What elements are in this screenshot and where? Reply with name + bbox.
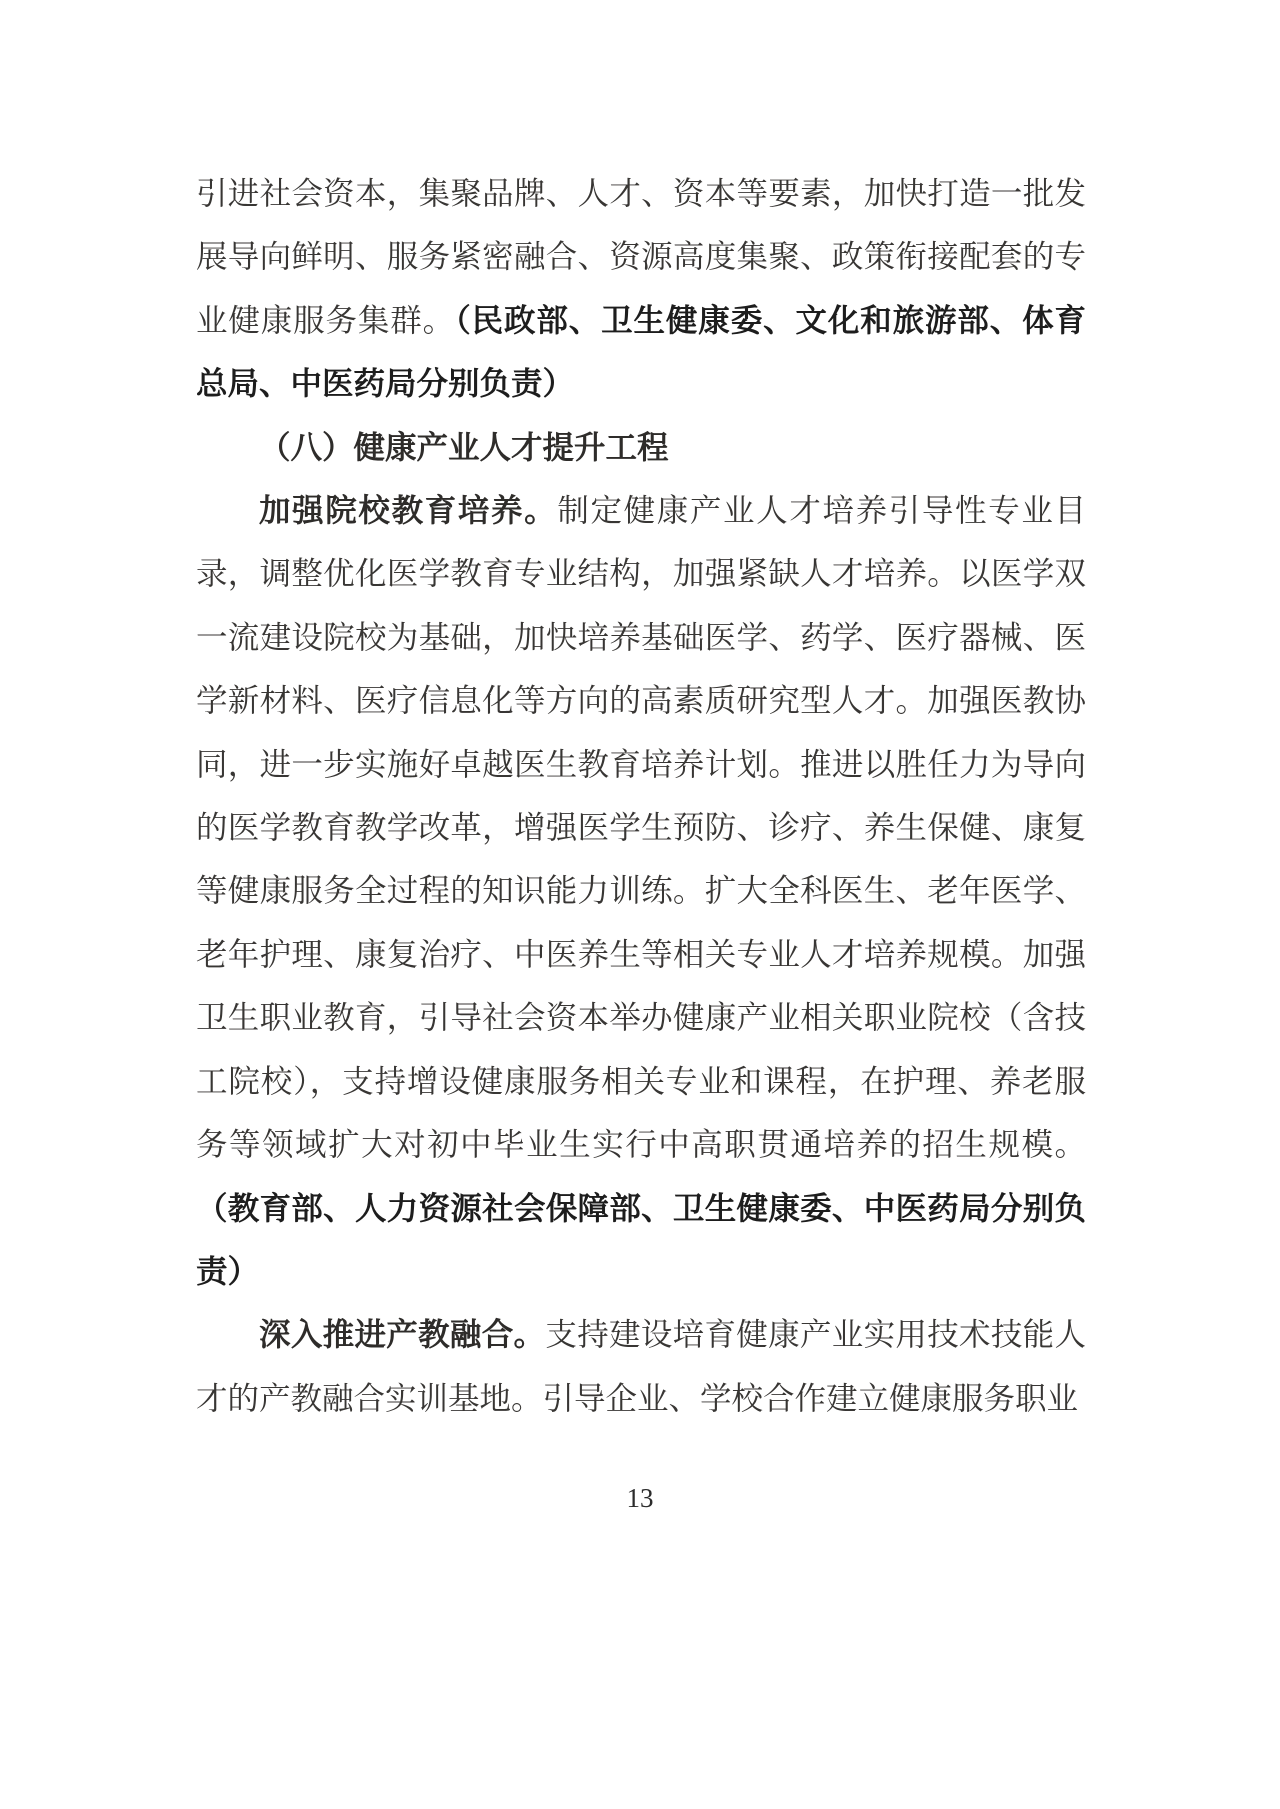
section-heading-8: （八）健康产业人才提升工程 bbox=[259, 429, 669, 465]
responsible-departments-bold: （民政部、卫生健康委、文化和旅游部、体育总局、中医药局分别负责） bbox=[196, 301, 1086, 402]
body-text-run: 制定健康产业人才培养引导性专业目录，调整优化医学教育专业结构，加强紧缺人才培养。以医学双一流建设院校为基础，加快培养基础医学、药学、医疗器械、医学新材料、医疗信息化等方向的高素质研究型人才。加强医教协同，进一步实施好卓越医生教育培养计划。推进以胜任力为导向的医学教育教学改革，增强医学生预防、诊疗、养生保健、康复等健康服务全过程的知识能力训练。扩大全科医生、老年医学、老年护理、康复治疗、中医养生等相关专业人才培养规模。加强卫生职业教育，引导社会资本举办健康产业相关职业院校（含技工院校），支持增设健康服务相关专业和课程，在护理、养老服务等领域扩大对初中毕业生实行中高职贯通培养的招生规模。 bbox=[196, 493, 1086, 1163]
lead-in-emphasis: 加强院校教育培养。 bbox=[259, 493, 558, 529]
lead-in-emphasis: 深入推进产教融合。 bbox=[259, 1317, 546, 1353]
paragraph-education-training bbox=[196, 479, 1086, 1303]
responsible-departments-bold: （教育部、人力资源社会保障部、卫生健康委、中医药局分别负责） bbox=[196, 1189, 1086, 1289]
body-text-run: 引进社会资本，集聚品牌、人才、资本等要素，加快打造一批发展导向鲜明、服务紧密融合、资源高度集聚、政策衔接配套的专业健康服务集群。 bbox=[196, 176, 1086, 338]
paragraph-cluster-continuation bbox=[196, 162, 1086, 416]
page-number: 13 bbox=[626, 1483, 654, 1513]
body-text-run: 支持建设培育健康产业实用技术技能人才的产教融合实训基地。引导企业、学校合作建立健康服务职业 bbox=[196, 1317, 1086, 1416]
page-body-text bbox=[196, 162, 1086, 1430]
paragraph-industry-education-integration bbox=[196, 1303, 1086, 1430]
